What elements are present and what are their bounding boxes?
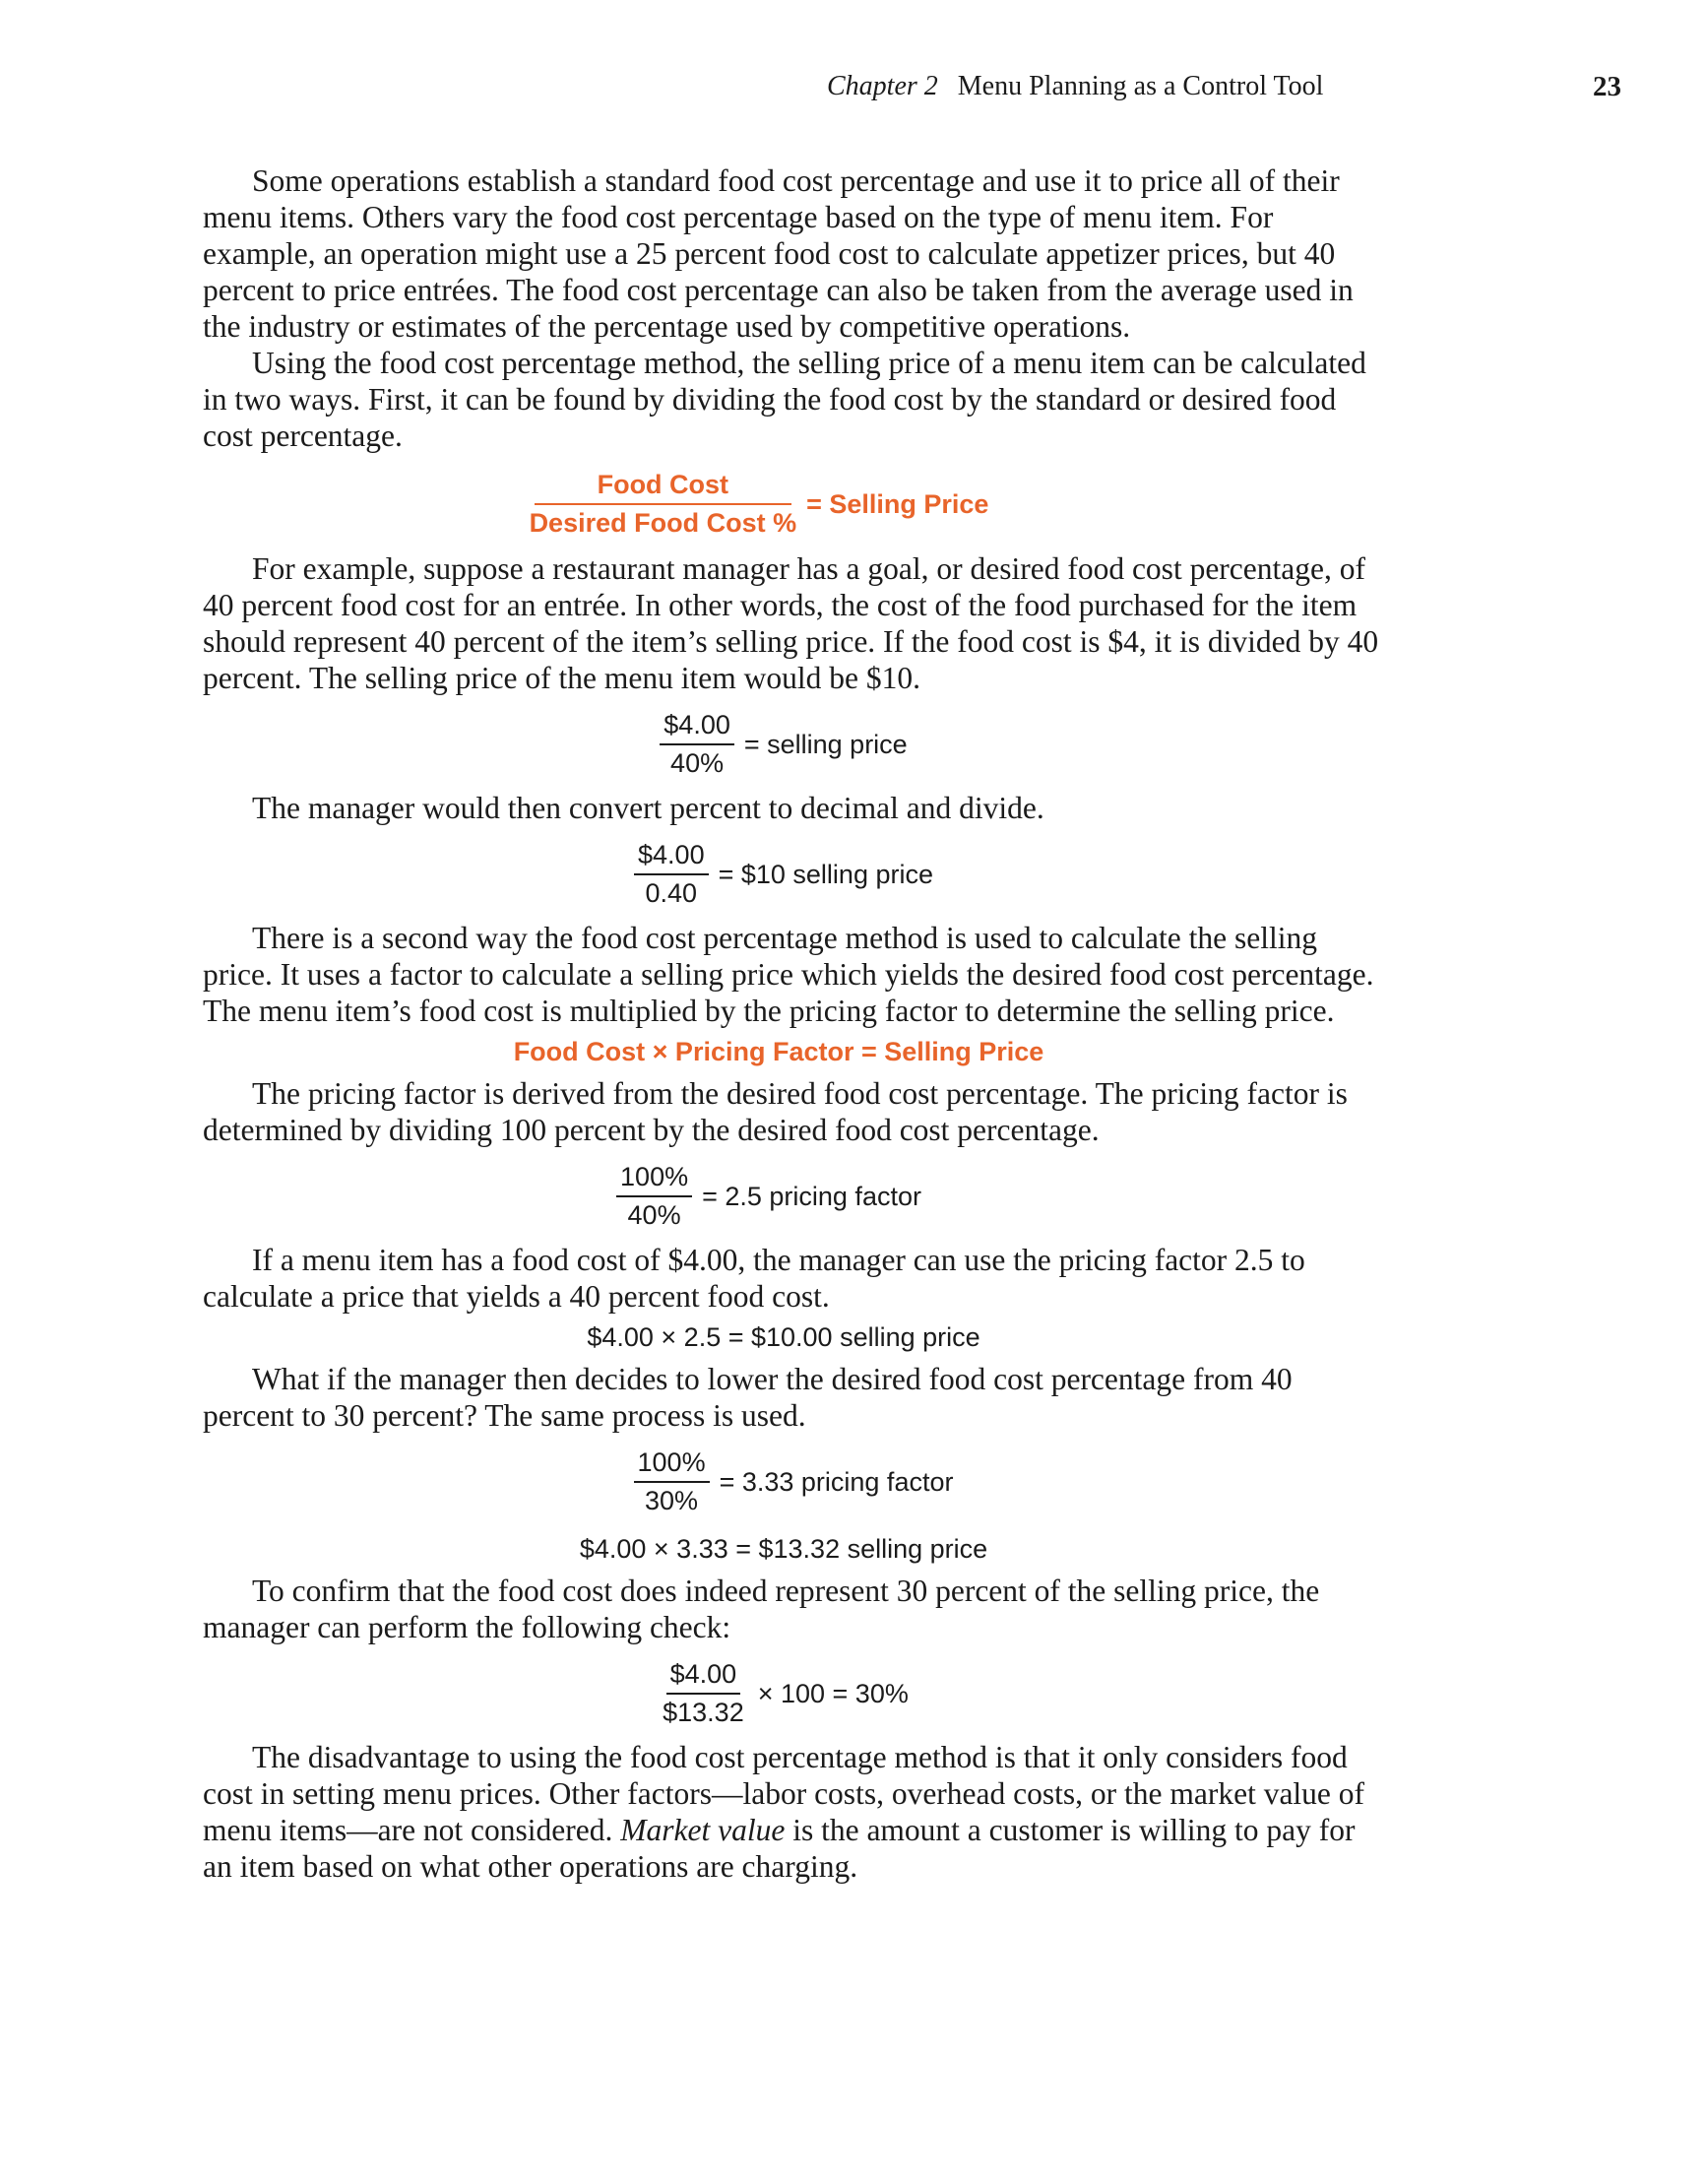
numerator: $4.00 bbox=[666, 1659, 741, 1695]
formula-price-30 bbox=[183, 1534, 1384, 1565]
denominator: 30% bbox=[645, 1486, 699, 1515]
formula-example-2 bbox=[183, 840, 1384, 909]
fraction bbox=[634, 840, 709, 909]
paragraph: There is a second way the food cost percentage method is used to calculate the selling price. It uses a factor to calculate a selling price which yields the desired food cost percentage. The menu item’s food cost is multiplied by the pricing factor to determine the selling price. bbox=[203, 921, 1374, 1028]
formula-check bbox=[183, 1659, 1384, 1728]
paragraph: If a menu item has a food cost of $4.00, the manager can use the pricing factor 2.5 to calculate a price that yields a 40 percent food cost. bbox=[203, 1243, 1305, 1314]
paragraph: The pricing factor is derived from the desired food cost percentage. The pricing factor is determined by dividing 100 percent by the desired food cost percentage. bbox=[203, 1076, 1348, 1147]
formula-factor-40 bbox=[154, 1162, 1384, 1231]
fraction bbox=[634, 1447, 710, 1516]
numerator: 100% bbox=[634, 1447, 710, 1483]
formula-text: Food Cost × Pricing Factor = Selling Price bbox=[513, 1037, 1044, 1066]
paragraph-text: The disadvantage to using the food cost percentage method is that it only considers food cost in setting menu prices. Other factors—labor costs, overhead costs, or the market value of menu items—are not considered. bbox=[203, 1740, 1365, 1847]
running-header bbox=[827, 71, 1621, 102]
paragraph: What if the manager then decides to lower the desired food cost percentage from 40 percent to 30 percent? The same process is used. bbox=[203, 1362, 1293, 1433]
formula-result: = 2.5 pricing factor bbox=[702, 1181, 921, 1211]
paragraph bbox=[203, 1739, 1384, 1885]
fraction bbox=[659, 1659, 748, 1728]
denominator: 0.40 bbox=[645, 878, 698, 908]
paragraph: Some operations establish a standard food cost percentage and use it to price all of their menu items. Others vary the food cost percentage based on the type of menu item. For example, an operation might use a 25 percent food cost to calculate appetizer prices, but 40 percent to price entrées. The food cost percentage can also be taken from the average used in the industry or estimates of the percentage used by competitive operations. bbox=[203, 163, 1354, 344]
formula-example-1 bbox=[183, 710, 1384, 779]
fraction bbox=[660, 710, 734, 779]
formula-text: $4.00 × 3.33 = $13.32 selling price bbox=[579, 1534, 988, 1564]
denominator: Desired Food Cost % bbox=[529, 508, 797, 538]
fraction bbox=[616, 1162, 692, 1231]
paragraph-text: is the amount a customer is willing to pay for an item based on what other operations are charging. bbox=[203, 1813, 1356, 1884]
formula-selling-price bbox=[134, 470, 1384, 539]
formula-result: × 100 = 30% bbox=[757, 1678, 909, 1708]
formula-result: = Selling Price bbox=[806, 488, 989, 519]
formula-text: $4.00 × 2.5 = $10.00 selling price bbox=[587, 1322, 980, 1352]
numerator: $4.00 bbox=[634, 840, 709, 875]
denominator: 40% bbox=[670, 748, 725, 778]
numerator: 100% bbox=[616, 1162, 692, 1197]
term-market-value: Market value bbox=[620, 1813, 786, 1847]
chapter-label: Chapter 2 bbox=[827, 71, 938, 101]
numerator: Food Cost bbox=[535, 470, 791, 505]
denominator: $13.32 bbox=[663, 1698, 744, 1727]
denominator: 40% bbox=[627, 1200, 681, 1230]
formula-result: = 3.33 pricing factor bbox=[719, 1466, 954, 1497]
page-body bbox=[203, 162, 1384, 1885]
fraction bbox=[530, 470, 797, 539]
chapter-title: Menu Planning as a Control Tool bbox=[957, 71, 1324, 101]
paragraph: The manager would then convert percent to decimal and divide. bbox=[252, 791, 1044, 825]
paragraph: To confirm that the food cost does indeed represent 30 percent of the selling price, the manager can perform the following check: bbox=[203, 1574, 1320, 1644]
paragraph: Using the food cost percentage method, the selling price of a menu item can be calculated in two ways. First, it can be found by dividing the food cost by the standard or desired food cost percentage. bbox=[203, 346, 1366, 453]
page-number: 23 bbox=[1593, 71, 1621, 102]
formula-result: = selling price bbox=[743, 729, 908, 759]
formula-price-40 bbox=[183, 1322, 1384, 1353]
formula-factor-30 bbox=[203, 1447, 1384, 1516]
formula-pricing-factor bbox=[173, 1037, 1384, 1067]
formula-result: = $10 selling price bbox=[718, 859, 933, 889]
numerator: $4.00 bbox=[660, 710, 734, 745]
paragraph: For example, suppose a restaurant manager has a goal, or desired food cost percentage, of 40 percent food cost for an entrée. In other words, the cost of the food purchased for the item should represent 40 percent of the item’s selling price. If the food cost is $4, it is divided by 40 percent. The selling price of the menu item would be $10. bbox=[203, 551, 1379, 695]
